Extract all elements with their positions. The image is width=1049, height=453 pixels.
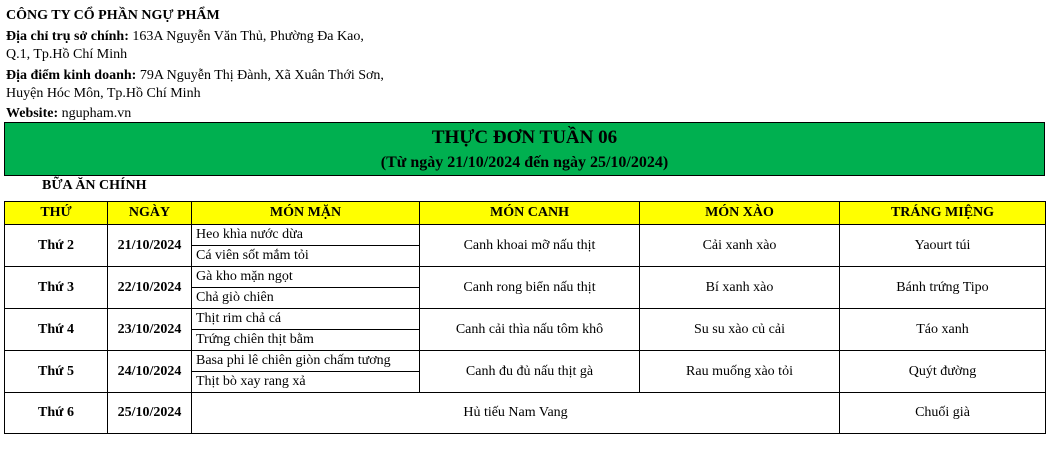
- table-row: [5, 351, 1046, 372]
- row-trang-mieng: Quýt đường: [840, 351, 1046, 393]
- table-header-row: [5, 202, 1046, 225]
- row-mon-man-1: Heo khìa nước dừa: [192, 225, 420, 246]
- header-mon-canh: MÓN CANH: [420, 202, 640, 225]
- row-trang-mieng: Yaourt túi: [840, 225, 1046, 267]
- row-mon-xao: Bí xanh xào: [640, 267, 840, 309]
- menu-table: [4, 201, 1046, 434]
- row-mon-man-1: Thịt rim chả cá: [192, 309, 420, 330]
- row-mon-xao: Su su xào củ cải: [640, 309, 840, 351]
- row-mon-xao: Rau muống xào tỏi: [640, 351, 840, 393]
- row-date: 22/10/2024: [108, 267, 192, 309]
- row-mon-man-2: Thịt bò xay rang xả: [192, 372, 420, 393]
- row-mon-canh: Canh đu đủ nấu thịt gà: [420, 351, 640, 393]
- row-date: 24/10/2024: [108, 351, 192, 393]
- table-row: [5, 225, 1046, 246]
- table-row: [5, 309, 1046, 330]
- row-trang-mieng: Chuối già: [840, 393, 1046, 434]
- row-mon-man-2: Trứng chiên thịt bằm: [192, 330, 420, 351]
- biz-label: Địa điểm kinh doanh:: [6, 68, 137, 83]
- row-mon-canh: Canh khoai mỡ nấu thịt: [420, 225, 640, 267]
- row-trang-mieng: Bánh trứng Tipo: [840, 267, 1046, 309]
- hq-label: Địa chỉ trụ sở chính:: [6, 29, 129, 44]
- row-mon-man-1: Basa phi lê chiên giòn chấm tương: [192, 351, 420, 372]
- row-mon-man-2: Cá viên sốt mắm tỏi: [192, 246, 420, 267]
- biz-line1: 79A Nguyễn Thị Đành, Xã Xuân Thới Sơn,: [136, 68, 384, 83]
- header-dow: THỨ: [5, 202, 108, 225]
- row-mon-man-2: Chả giò chiên: [192, 288, 420, 309]
- header-mon-man: MÓN MẶN: [192, 202, 420, 225]
- table-row: [5, 393, 1046, 434]
- row-trang-mieng: Táo xanh: [840, 309, 1046, 351]
- website: [6, 105, 131, 123]
- website-value: ngupham.vn: [58, 106, 132, 121]
- row-dow: Thứ 4: [5, 309, 108, 351]
- row-merged-dish: Hủ tiếu Nam Vang: [192, 393, 840, 434]
- table-row: [5, 267, 1046, 288]
- row-dow: Thứ 3: [5, 267, 108, 309]
- menu-banner: [4, 122, 1045, 176]
- header-mon-xao: MÓN XÀO: [640, 202, 840, 225]
- row-mon-man-1: Gà kho mặn ngọt: [192, 267, 420, 288]
- row-mon-canh: Canh cải thìa nấu tôm khô: [420, 309, 640, 351]
- row-date: 23/10/2024: [108, 309, 192, 351]
- row-mon-canh: Canh rong biển nấu thịt: [420, 267, 640, 309]
- menu-date-range: (Từ ngày 21/10/2024 đến ngày 25/10/2024): [380, 154, 669, 171]
- hq-line2: Q.1, Tp.Hồ Chí Minh: [6, 47, 128, 62]
- row-dow: Thứ 6: [5, 393, 108, 434]
- company-name: CÔNG TY CỔ PHẦN NGỰ PHẨM: [6, 8, 220, 23]
- hq-address: [6, 28, 364, 46]
- row-date: 21/10/2024: [108, 225, 192, 267]
- header-trang-mieng: TRÁNG MIỆNG: [840, 202, 1046, 225]
- header-date: NGÀY: [108, 202, 192, 225]
- row-dow: Thứ 5: [5, 351, 108, 393]
- hq-line1: 163A Nguyễn Văn Thủ, Phường Đa Kao,: [128, 29, 364, 44]
- menu-title: THỰC ĐƠN TUẦN 06: [431, 127, 618, 148]
- section-title: BỮA ĂN CHÍNH: [42, 178, 147, 193]
- row-mon-xao: Cải xanh xào: [640, 225, 840, 267]
- biz-address: [6, 67, 384, 85]
- row-date: 25/10/2024: [108, 393, 192, 434]
- website-label: Website:: [6, 106, 59, 121]
- biz-line2: Huyện Hóc Môn, Tp.Hồ Chí Minh: [6, 86, 201, 101]
- row-dow: Thứ 2: [5, 225, 108, 267]
